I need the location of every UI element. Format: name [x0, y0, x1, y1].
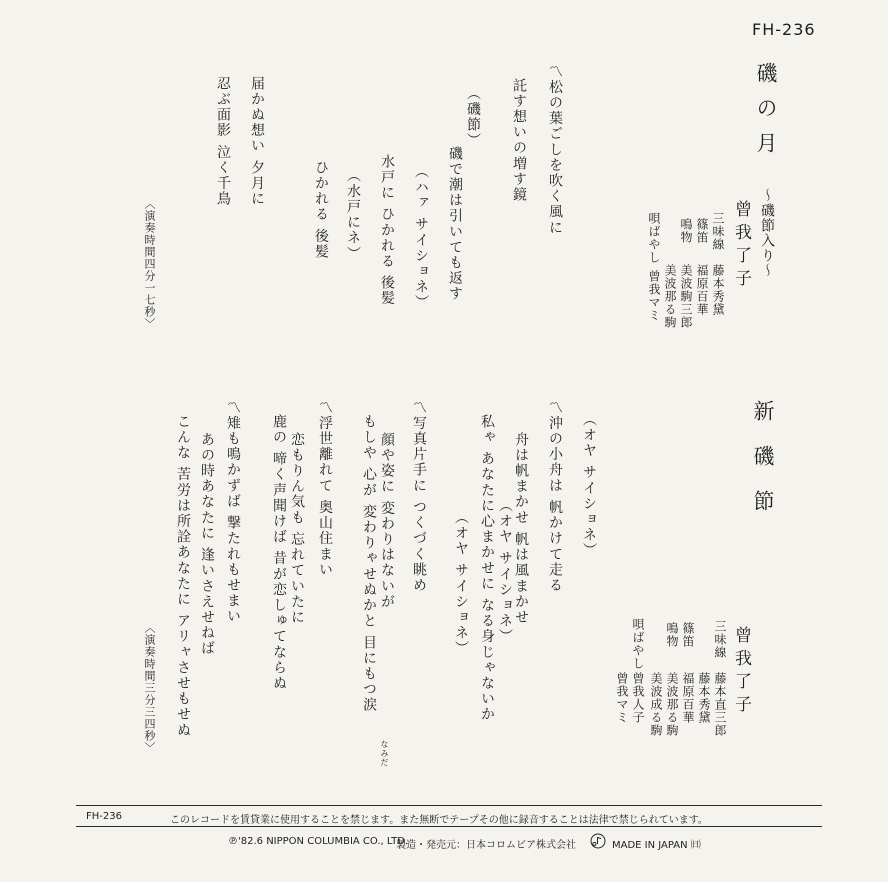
- song2-lyric-line: （オヤ サイショネ）: [453, 510, 469, 657]
- song1-lyric-line: 忍ぶ面影 泣く千鳥: [215, 76, 231, 207]
- song1-lyric-line: 〽松の葉ごしを吹く風に: [547, 64, 563, 236]
- footer-catalog: FH-236: [86, 811, 122, 822]
- song2-name-4: 美波那る駒: [665, 672, 679, 737]
- song2-name-2: 藤本秀黛: [697, 672, 711, 724]
- columbia-note-logo-icon: [590, 833, 606, 849]
- song2-artist: 曾我了子: [731, 626, 751, 718]
- song1-role-shinobue: 篠笛: [695, 218, 709, 244]
- song2-name-1: 藤本直三郎: [713, 672, 727, 737]
- song2-title: 新磯節: [751, 400, 775, 535]
- song1-name-3: 美波駒三郎: [679, 264, 693, 329]
- song2-lyric-line: 〽浮世離れて 奥山住まい: [317, 400, 333, 578]
- footer-maker: 製造・発売元：日本コロムビア株式会社: [396, 840, 576, 851]
- footer-origin: MADE IN JAPAN ㈰: [612, 840, 701, 851]
- song2-lyric-line: こんな 苦労は所詮あなたに アリャさせもせぬ: [175, 414, 191, 739]
- song2-lyric-line: 顔や姿に 変わりはないが: [379, 432, 395, 610]
- song1-lyric-line: （ハァ サイショネ）: [413, 164, 429, 311]
- catalog-number: FH-236: [752, 20, 816, 39]
- song1-name-5: 曾我マミ: [647, 270, 661, 322]
- song2-lyric-line: （オヤ サイショネ）: [497, 498, 513, 645]
- song1-lyric-line: （磯節）: [465, 86, 481, 149]
- song2-lyric-line: あの時あなたに 逢いさえせねば: [199, 432, 215, 657]
- song1-lyric-line: （水戸にネ）: [345, 168, 361, 262]
- song2-duration: 〈演奏時間三分三四秒〉: [143, 622, 156, 754]
- song1-role-narimono: 鳴物: [679, 218, 693, 244]
- song2-role-shinobue: 篠笛: [681, 622, 695, 648]
- song1-lyric-line: 届かぬ想い 夕月に: [249, 76, 265, 207]
- song1-name-1: 藤本秀黛: [711, 264, 725, 316]
- song1-name-4: 美波那る駒: [663, 264, 677, 329]
- footer-rule-top: [76, 805, 822, 806]
- song2-role-shamisen: 三味線: [713, 620, 727, 659]
- song2-name-7: 曾我マミ: [615, 672, 629, 724]
- song1-artist: 曾我了子: [731, 200, 751, 292]
- song1-lyric-line: 託す想いの増す鏡: [511, 78, 527, 203]
- song2-role-utabayashi: 唄ばやし: [631, 618, 645, 670]
- song2-role-narimono: 鳴物: [665, 622, 679, 648]
- song2-lyric-line: 舟は帆まかせ 帆は風まかせ: [513, 432, 529, 626]
- song1-name-2: 福原百華: [695, 264, 709, 316]
- song2-lyric-line: 恋もりん気も 忘れていたに: [289, 432, 305, 626]
- song1-subtitle: 〜磯節入り〜: [759, 188, 775, 278]
- song1-lyric-line: ひかれる 後髪: [313, 160, 329, 260]
- song1-title: 磯の月: [754, 62, 778, 167]
- song1-role-utabayashi: 唄ばやし: [647, 212, 661, 264]
- song2-name-3: 福原百華: [681, 672, 695, 724]
- song1-lyric-line: 水戸に ひかれる 後髪: [379, 154, 395, 307]
- footer-rule-bottom: [76, 826, 822, 827]
- song1-duration: 〈演奏時間四分一七秒〉: [143, 198, 156, 330]
- footer-copyright: ℗'82.6 NIPPON COLUMBIA CO., LTD.: [228, 836, 409, 847]
- song2-lyric-line: もしや 心が 変わりゃせぬかと 目にもつ涙: [361, 414, 377, 713]
- song1-role-shamisen: 三味線: [711, 212, 725, 251]
- song2-lyric-line: 〽沖の小舟は 帆かけて走る: [547, 400, 563, 594]
- song2-lyric-line: 鹿の 啼く声聞けば 昔が恋しゅてならぬ: [271, 414, 287, 692]
- song2-lyric-line: （オヤ サイショネ）: [581, 412, 597, 559]
- song1-lyric-line: 磯で潮は引いても返す: [447, 146, 463, 302]
- ruby-reading: なみだ: [380, 740, 389, 767]
- song2-name-5: 美波成る駒: [649, 672, 663, 737]
- footer-notice: このレコードを賃貸業に使用することを禁じます。また無断でテープその他に録音することは法律で禁じられています。: [170, 815, 708, 826]
- song2-lyric-line: 〽写真片手に つくづく眺め: [411, 400, 427, 594]
- song2-lyric-line: 〽雉も鳴かずば 撃たれもせまい: [225, 400, 241, 625]
- song2-lyric-line: 私ゃ あなたに心まかせに なる身じゃないか: [479, 414, 495, 723]
- song2-name-6: 曾我人子: [631, 672, 645, 724]
